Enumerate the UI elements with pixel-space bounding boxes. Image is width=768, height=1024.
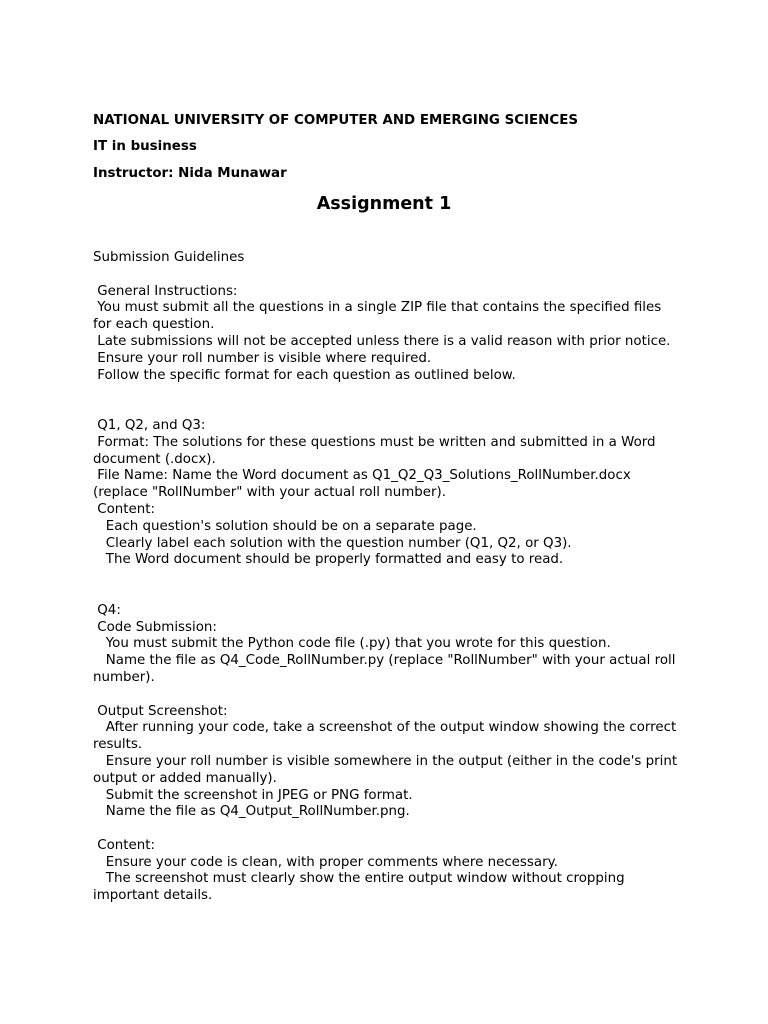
spacer bbox=[93, 267, 683, 284]
q123-label: Q1, Q2, and Q3: bbox=[93, 417, 206, 433]
spacer bbox=[93, 821, 683, 838]
spacer bbox=[93, 687, 683, 704]
q123-filename: File Name: Name the Word document as Q1_Q2_Q3_Solutions_RollNumber.docx (replace "RollNumber" with your actual roll number). bbox=[93, 468, 636, 501]
q123-content-item: The Word document should be properly formatted and easy to read. bbox=[93, 552, 564, 568]
q4-code-label: Code Submission: bbox=[93, 619, 217, 635]
document-body bbox=[93, 250, 683, 905]
spacer bbox=[93, 569, 683, 586]
instructor-name: Instructor: Nida Munawar bbox=[93, 166, 287, 181]
q4-output-item: Name the file as Q4_Output_RollNumber.png. bbox=[93, 804, 410, 820]
page-title: Assignment 1 bbox=[316, 194, 452, 214]
q4-output-item: After running your code, take a screenshot of the output window showing the correct results. bbox=[93, 720, 681, 753]
q4-code-item: Name the file as Q4_Code_RollNumber.py (replace "RollNumber" with your actual roll number). bbox=[93, 653, 680, 685]
spacer bbox=[93, 401, 683, 418]
course-name: IT in business bbox=[93, 139, 197, 154]
q4-content-item: Ensure your code is clean, with proper comments where necessary. bbox=[93, 854, 558, 870]
q4-output-label: Output Screenshot: bbox=[93, 703, 228, 719]
q123-content-label: Content: bbox=[93, 501, 156, 517]
q123-format: Format: The solutions for these questions must be written and submitted in a Word document (.docx). bbox=[93, 434, 660, 467]
university-name: NATIONAL UNIVERSITY OF COMPUTER AND EMERGING SCIENCES bbox=[93, 113, 579, 128]
q4-code-item: You must submit the Python code file (.py) that you wrote for this question. bbox=[93, 636, 611, 652]
spacer bbox=[93, 586, 683, 603]
spacer bbox=[93, 384, 683, 401]
general-instruction-item: Follow the specific format for each question as outlined below. bbox=[93, 367, 516, 383]
submission-heading: Submission Guidelines bbox=[93, 250, 245, 265]
q4-content-item: The screenshot must clearly show the entire output window without cropping important details. bbox=[93, 871, 629, 904]
general-instruction-item: Ensure your roll number is visible where required. bbox=[93, 350, 432, 366]
general-instruction-item: You must submit all the questions in a single ZIP file that contains the specified files for each question. bbox=[93, 300, 666, 333]
q123-content-item: Clearly label each solution with the question number (Q1, Q2, or Q3). bbox=[93, 535, 572, 551]
q4-label: Q4: bbox=[93, 602, 121, 618]
q4-output-item: Submit the screenshot in JPEG or PNG format. bbox=[93, 787, 413, 803]
general-instruction-item: Late submissions will not be accepted unless there is a valid reason with prior notice. bbox=[93, 333, 671, 349]
q123-content-item: Each question's solution should be on a separate page. bbox=[93, 518, 477, 534]
general-instructions-label: General Instructions: bbox=[93, 283, 238, 299]
q4-output-item: Ensure your roll number is visible somewhere in the output (either in the code's print output or added manually). bbox=[93, 753, 682, 786]
q4-content-label: Content: bbox=[93, 837, 156, 853]
